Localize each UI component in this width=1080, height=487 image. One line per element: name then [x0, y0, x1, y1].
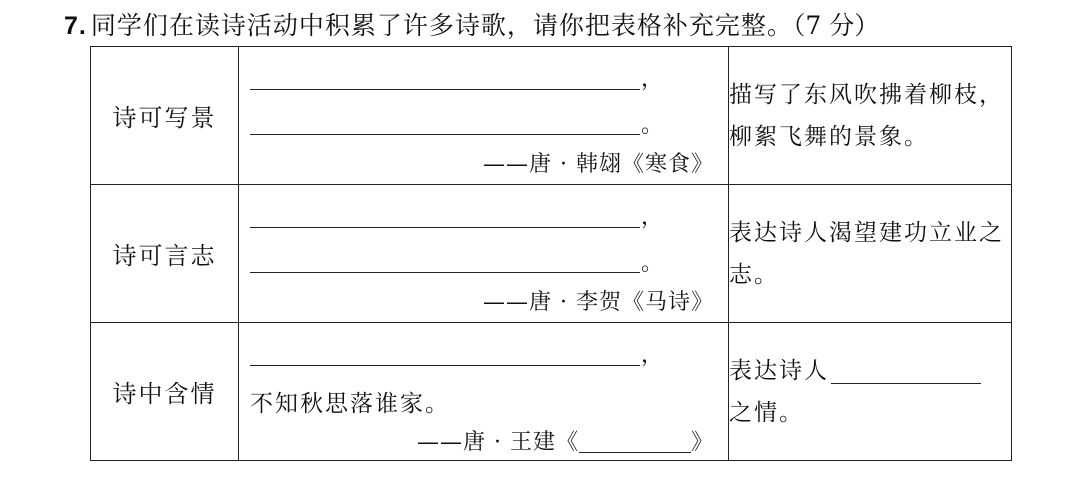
emotion-blank[interactable]	[831, 359, 981, 384]
period-mark: 。	[641, 113, 664, 138]
question-heading	[64, 8, 879, 44]
period-mark: 。	[641, 251, 664, 276]
comma-mark: ，	[641, 343, 664, 368]
answer-blank-line-1[interactable]	[250, 227, 640, 228]
description-cell	[729, 323, 1012, 461]
question-score: （7 分）	[792, 11, 880, 40]
category-cell: 诗可言志	[91, 185, 239, 323]
answer-blank-line-1[interactable]	[250, 89, 640, 90]
answer-blank-line-1[interactable]	[250, 365, 640, 366]
poem-table	[90, 46, 1012, 461]
poem-source-prefix: ——唐 · 王建《	[417, 430, 579, 455]
comma-mark: ，	[641, 67, 664, 92]
question-text: 同学们在读诗活动中积累了许多诗歌，请你把表格补充完整。	[90, 11, 793, 40]
poem-cell	[239, 47, 729, 185]
category-cell: 诗可写景	[91, 47, 239, 185]
description-cell: 描写了东风吹拂着柳枝，柳絮飞舞的景象。	[729, 47, 1012, 185]
table-row-emotion	[91, 323, 1012, 461]
description-cell: 表达诗人渴望建功立业之志。	[729, 185, 1012, 323]
category-cell: 诗中含情	[91, 323, 239, 461]
table-row-scenery	[91, 47, 1012, 185]
table-row-aspiration	[91, 185, 1012, 323]
title-blank[interactable]	[579, 430, 691, 453]
comma-mark: ，	[641, 205, 664, 230]
poem-given-line: 不知秋思落谁家。	[250, 391, 450, 417]
question-number: 7.	[64, 12, 87, 40]
poem-source-suffix: 》	[690, 430, 714, 455]
poem-source: ——唐 · 李贺《马诗》	[483, 290, 714, 315]
poem-source	[417, 425, 714, 456]
poem-source: ——唐 · 韩翃《寒食》	[483, 152, 714, 177]
description-suffix: 之情。	[729, 399, 804, 426]
description-prefix: 表达诗人	[729, 357, 829, 384]
poem-cell	[239, 323, 729, 461]
poem-cell	[239, 185, 729, 323]
answer-blank-line-2[interactable]	[250, 272, 640, 273]
answer-blank-line-2[interactable]	[250, 134, 640, 135]
